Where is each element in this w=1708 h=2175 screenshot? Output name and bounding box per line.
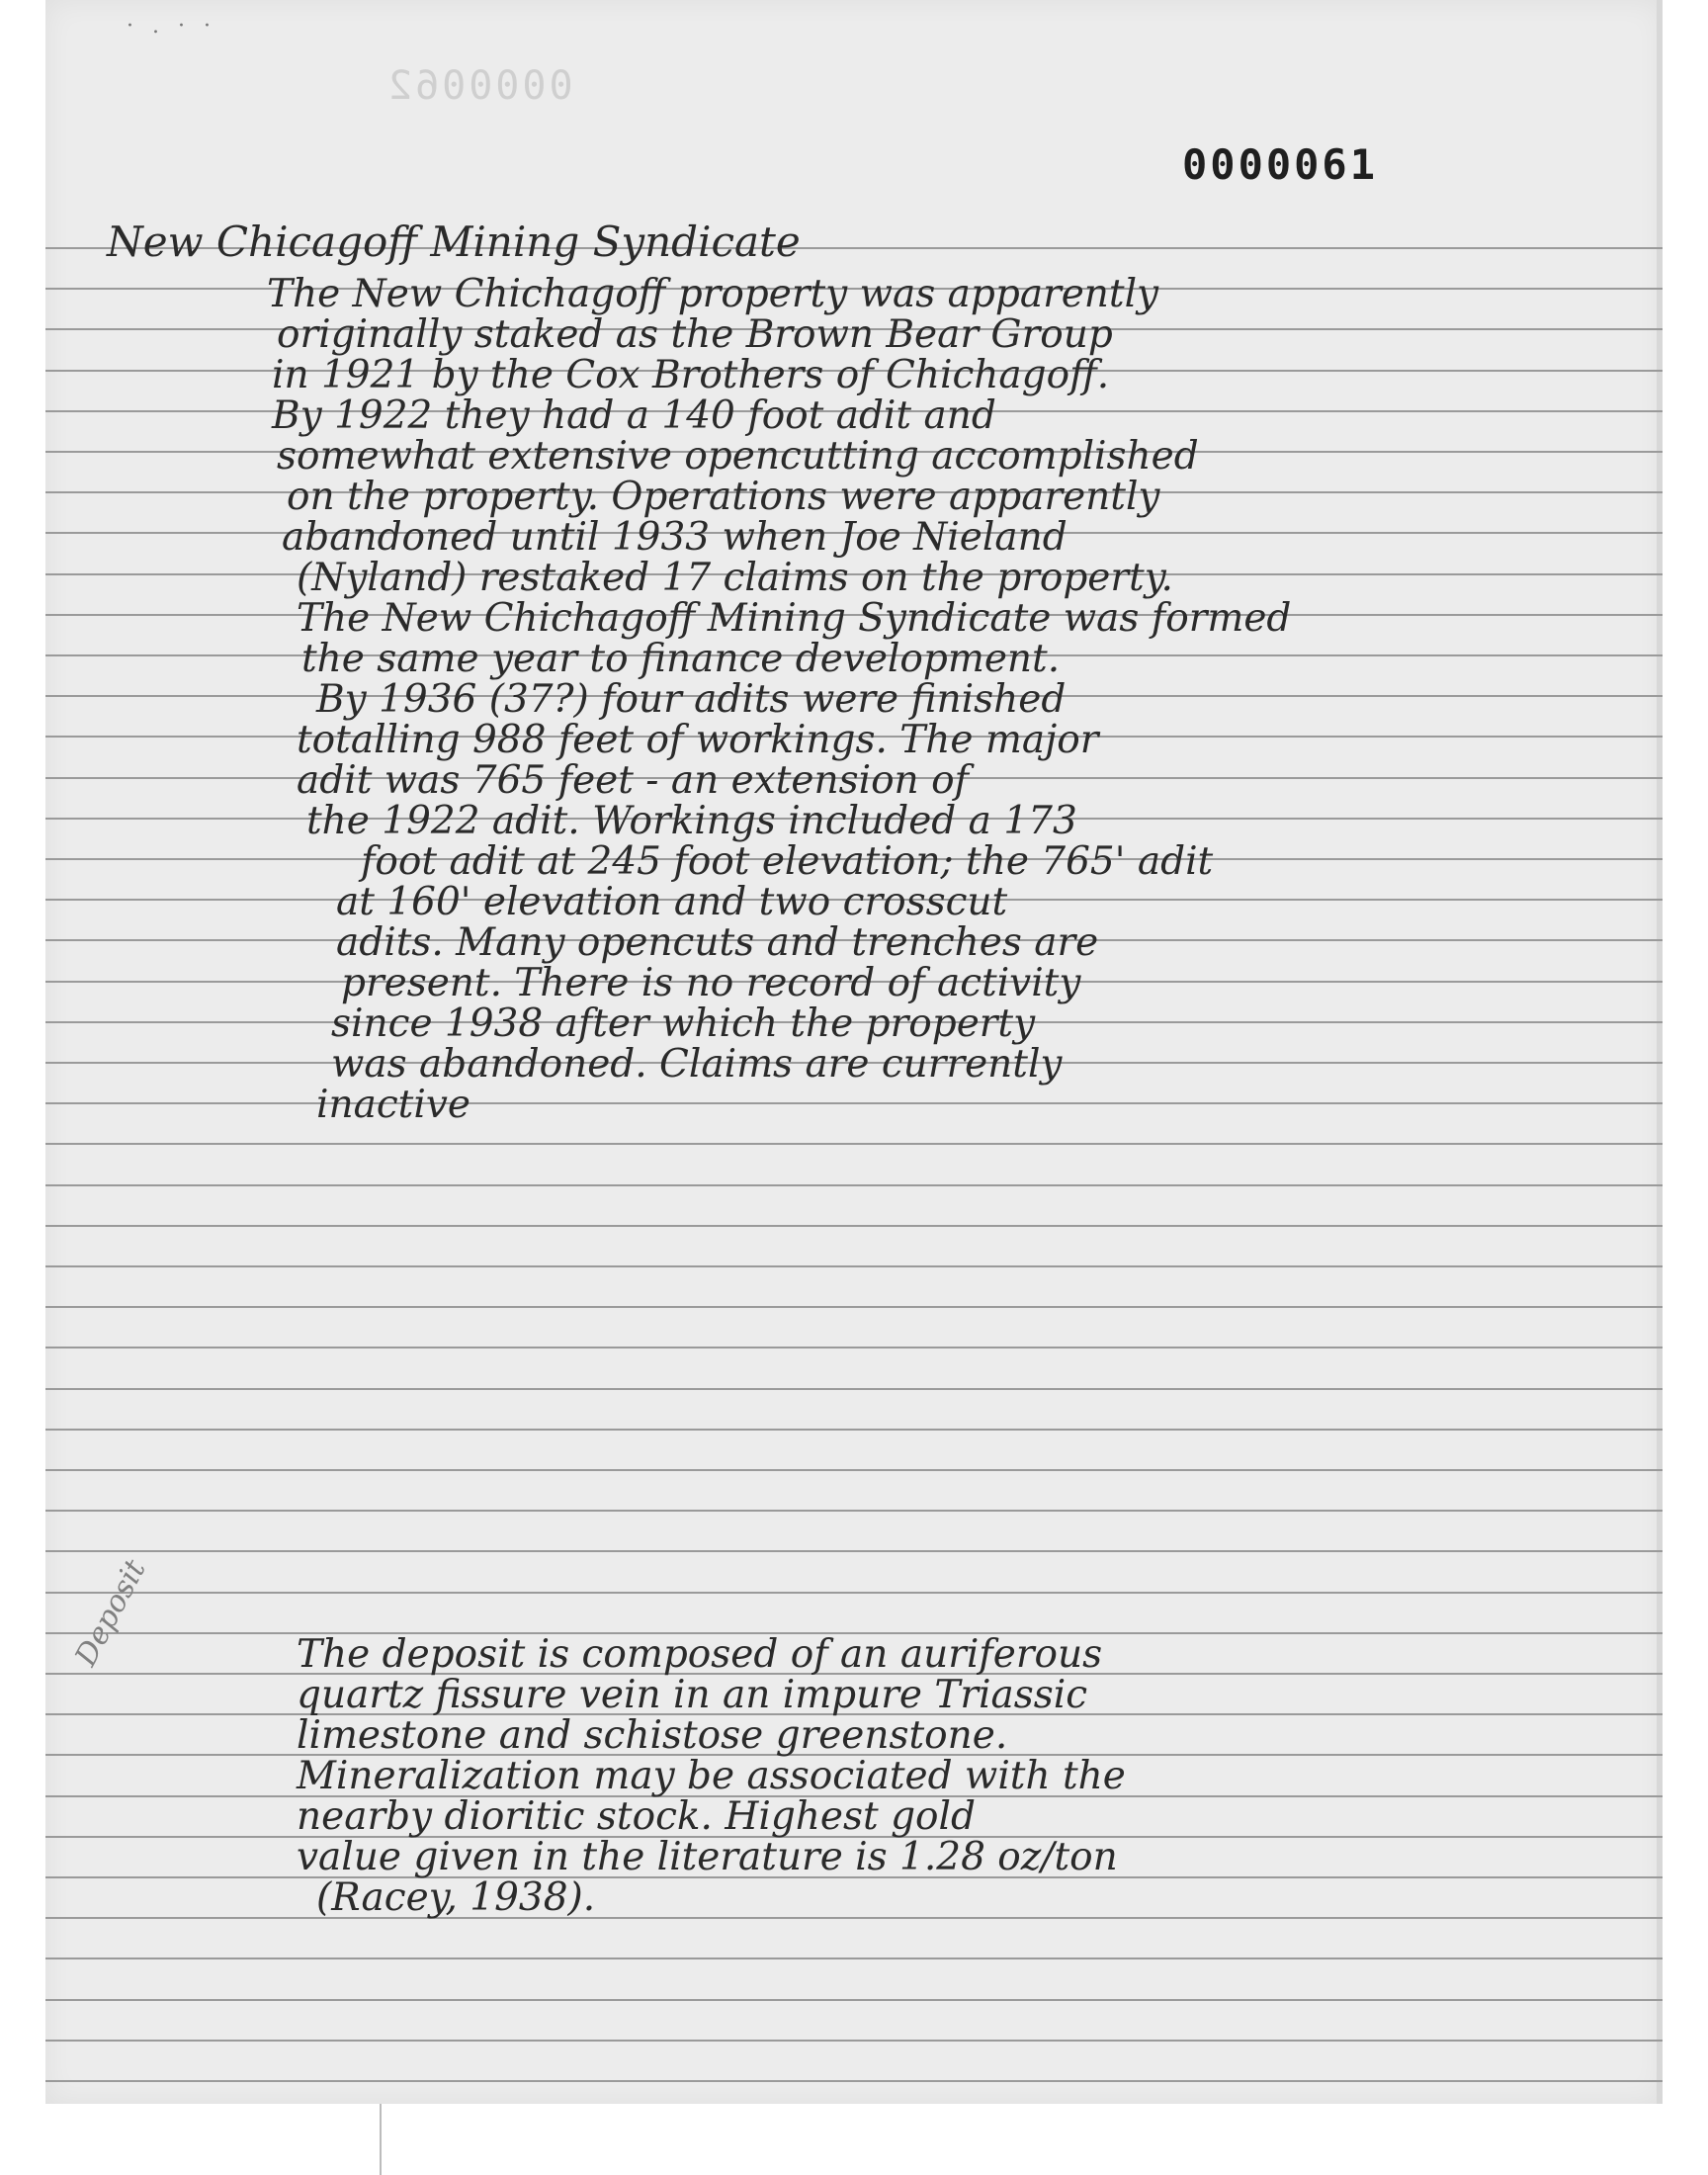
ruled-line: [45, 1592, 1663, 1594]
handwritten-line: adits. Many opencuts and trenches are: [336, 920, 1099, 965]
bleed-through-stamp: 0000062: [385, 63, 573, 109]
handwritten-line: The deposit is composed of an auriferous: [297, 1632, 1103, 1677]
handwritten-line: in 1921 by the Cox Brothers of Chichagoff.: [272, 353, 1110, 397]
handwritten-line: somewhat extensive opencutting accomplished: [277, 434, 1199, 478]
handwritten-line: since 1938 after which the property: [331, 1001, 1036, 1046]
ruled-line: [45, 1347, 1663, 1348]
handwritten-line: By 1922 they had a 140 foot adit and: [272, 393, 996, 438]
handwritten-line: (Racey, 1938).: [316, 1875, 596, 1920]
ruled-line: [45, 1102, 1663, 1104]
handwritten-line: quartz fissure vein in an impure Triassic: [297, 1673, 1088, 1717]
ruled-line: [45, 1184, 1663, 1186]
handwritten-line: The New Chichagoff property was apparently: [267, 272, 1159, 316]
handwritten-line: adit was 765 feet - an extension of: [297, 758, 969, 803]
ruled-line: [45, 1306, 1663, 1308]
handwritten-line: Mineralization may be associated with the: [297, 1754, 1126, 1798]
page-edge: [1657, 0, 1663, 2104]
handwritten-line: present. There is no record of activity: [341, 961, 1081, 1005]
ruled-line: [45, 1510, 1663, 1512]
handwritten-line: (Nyland) restaked 17 claims on the property.: [297, 556, 1173, 600]
ruled-line: [45, 1917, 1663, 1919]
handwritten-line: value given in the literature is 1.28 oz/ton: [297, 1835, 1118, 1879]
handwritten-line: nearby dioritic stock. Highest gold: [297, 1794, 976, 1839]
handwritten-line: inactive: [316, 1083, 470, 1127]
handwritten-line: totalling 988 feet of workings. The major: [297, 718, 1099, 762]
handwritten-line: was abandoned. Claims are currently: [331, 1042, 1063, 1087]
handwritten-line: on the property. Operations were apparently: [287, 475, 1160, 519]
page-bottom-shadow: [380, 2104, 382, 2175]
handwritten-line: abandoned until 1933 when Joe Nieland: [282, 515, 1068, 560]
ruled-line: [45, 1388, 1663, 1390]
ruled-line: [45, 1999, 1663, 2001]
paper-specks: · . · ·: [127, 14, 216, 39]
ruled-line: [45, 1550, 1663, 1552]
ruled-line: [45, 1429, 1663, 1431]
page-number-stamp: 0000061: [1182, 140, 1379, 189]
ruled-line: [45, 1265, 1663, 1267]
handwritten-line: The New Chichagoff Mining Syndicate was formed: [297, 596, 1292, 641]
ruled-line: [45, 1958, 1663, 1959]
ruled-line: [45, 2040, 1663, 2042]
handwritten-line: originally staked as the Brown Bear Group: [277, 312, 1113, 357]
handwritten-line: limestone and schistose greenstone.: [297, 1713, 1008, 1758]
deposit-margin-note: Deposit: [68, 1554, 153, 1673]
ruled-line: [45, 1143, 1663, 1145]
handwritten-line: By 1936 (37?) four adits were finished: [316, 677, 1067, 722]
handwritten-line: at 160' elevation and two crosscut: [336, 880, 1008, 924]
ruled-line: [45, 1469, 1663, 1471]
handwritten-line: the same year to finance development.: [301, 637, 1061, 681]
ruled-line: [45, 1225, 1663, 1227]
document-title: New Chicagoff Mining Syndicate: [107, 218, 801, 266]
handwritten-line: foot adit at 245 foot elevation; the 765' adit: [361, 839, 1214, 884]
ruled-line: [45, 2080, 1663, 2082]
handwritten-line: the 1922 adit. Workings included a 173: [306, 799, 1077, 843]
